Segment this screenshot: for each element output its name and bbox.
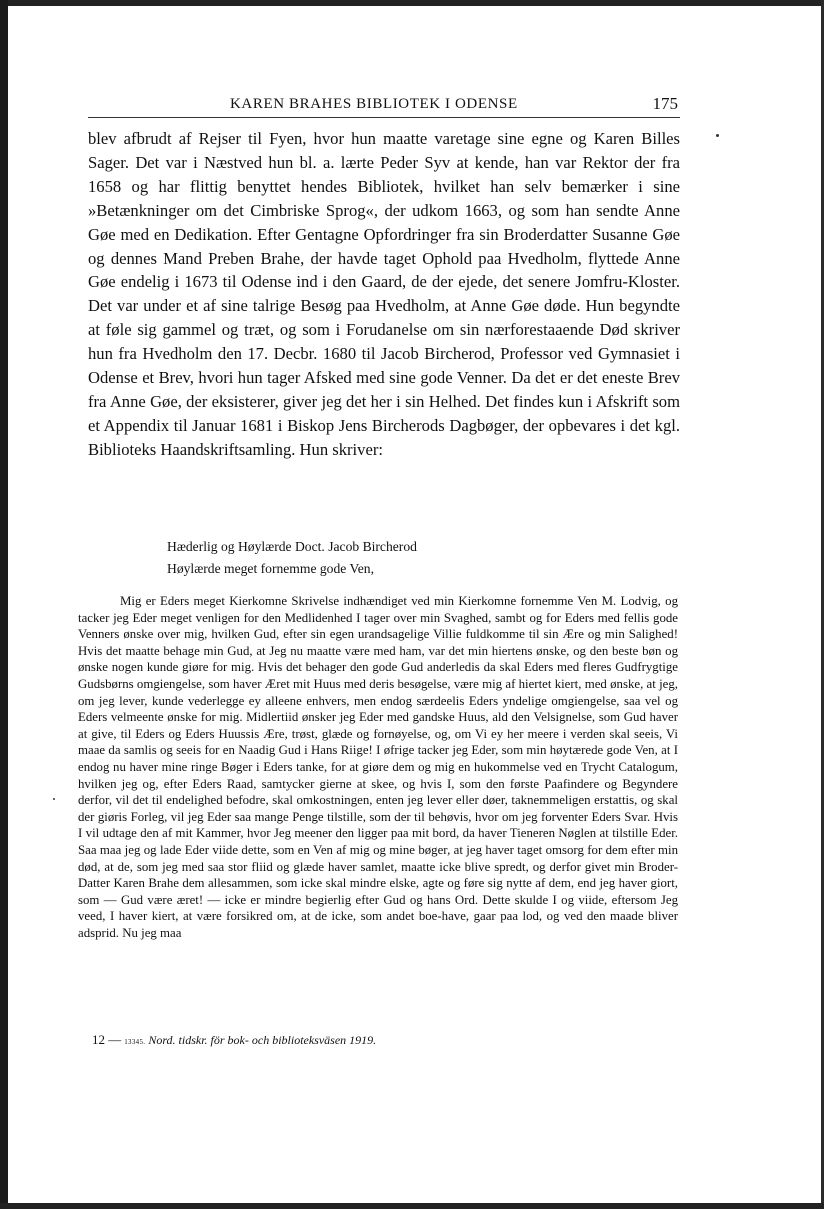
scan-edge-top <box>0 0 824 6</box>
scan-speck <box>53 798 55 800</box>
letter-salutation-1: Hæderlig og Høylærde Doct. Jacob Bircherod <box>167 539 417 554</box>
main-paragraph: blev afbrudt af Rejser til Fyen, hvor hun maatte varetage sine egne og Karen Billes Sager. Det var i Næstved hun bl. a. lærte Peder Syv at kende, han var Rektor der fra 1658 og har flittig benyttet hendes Bibliotek, hvilket han selv bemærker i sine »Betænkninger om det Cimbriske Sprog«, der udkom 1663, og som han sendte Anne Gøe med en Dedikation. Efter Gentagne Opfordringer fra sin Broderdatter Susanne Gøe og dennes Mand Preben Brahe, der havde taget Ophold paa Hvedholm, flyttede Anne Gøe endelig i 1673 til Odense ind i den Gaard, de der ejede, det senere Jomfru-Kloster. Det var under et af sine talrige Besøg paa Hvedholm, at Anne Gøe døde. Hun begyndte at føle sig gammel og træt, og som i Forudanelse om sin nærforestaaende Død skriver hun fra Hvedholm den 17. Decbr. 1680 til Jacob Bircherod, Professor ved Gymnasiet i Odense et Brev, hvori hun tager Afsked med sine gode Venner. Da det er det eneste Brev fra Anne Gøe, der eksisterer, giver jeg det her i sin Helhed. Det findes kun i Afskrift som et Appendix til Januar 1681 i Biskop Jens Bircherods Dagbøger, der opbevares i det kgl. Biblioteks Haandskriftsamling. Hun skriver: <box>88 129 680 459</box>
page-number: 175 <box>652 94 678 113</box>
scan-speck <box>716 134 719 137</box>
scan-edge-bottom <box>0 1203 824 1209</box>
letter-body: Mig er Eders meget Kierkomne Skrivelse indhændiget ved min Kierkomne fornemme Ven M. Lodvig, og tacker jeg Eder meget venligen for den Medlidenhed I tager over min Svaghed, sambt og for Eders med fellis gode Venners ønske over mig, hvilken Gud, efter sin egen urandsagelige Villie fuldkomme til sin Ære og min Salighed! Hvis det maatte behage min Gud, at Jeg nu maatte være med ham, var det min hiertens ønske, og den beste bøn og ønske nogen kunde giøre for mig. Hvis det behager den gode Gud anderledis da skal Eders med fleres Gudfrygtige Gudsbørns omgiengelse, som haver Æret mit Huus med deris besøgelse, være mig af hiertet kiert, med ønske, at jeg, om jeg lever, kunde vederlegge ey alleene enhvers, men endog særdeelis Eders yndelige omgiengelse, saa vel og Eders velmeente ønske for mig. Midlertiid ønsker jeg Eder med gandske Huus, ald den Velsignelse, som Gud haver at give, til Eders og Eders Huussis Ære, trøst, glæde og fornøyelse, og, om Vi ey her meere i verden skal seeis, Vi maae da samlis og seeis for en Naadig Gud i Hans Riige! I øfrige tacker jeg Eder, som min høytærede gode Ven, at I endog nu haver mine ringe Bøger i Eders tanke, for at giøre dem og mig en hukommelse ved en Trycht Catalogum, hvilken jeg og, efter Eders Raad, samtycker gierne at skee, og hvis I, som den første Paafindere og Begyndere derfor, vil det til endelighed befodre, skal omkostningen, enten jeg lever eller døer, taknemmeligen erstattis, og skal der giøris Forleg, vil jeg Eder saa mange Penge tilstille, som der til behøvis, hvor om jeg forventer Eders Svar. Hvis I vil udtage den af mit Kammer, hvor Jeg meener den ligger paa mit bord, da haver Tieneren Nøglen at tilstille Eder. Saa maa jeg og lade Eder viide dette, som en Ven af mig og mine bøger, at jeg haver taget omsorg for dem efter min død, at de, som jeg med saa stor fliid og glæde haver samlet, maatte icke blive spredt, og derfor givet min Broder-Datter Karen Brahe dem allesammen, som icke skal mindre elske, agte og føre sig nytte af dem, end jeg haver giort, som — Gud være æret! — icke er mindre begierlig efter Gud og hans Ord. Dette skulde I og viide, eftersom Jeg veed, I haver kiert, at være forsikred om, at de icke, som andet boe-have, gaar paa lod, og ved den maade bliver adsprid. Nu jeg maa <box>78 594 678 940</box>
scan-edge-left <box>0 0 8 1209</box>
header-rule <box>88 117 680 118</box>
quoted-letter <box>78 536 678 941</box>
letter-salutation-2: Høylærde meget fornemme gode Ven, <box>167 561 374 576</box>
main-paragraph-block <box>88 127 680 462</box>
sheet-number: 12 — <box>92 1032 122 1047</box>
print-code: 13345. <box>124 1038 146 1046</box>
page-footer <box>92 1032 376 1048</box>
journal-signature: Nord. tidskr. för bok- och biblioteksväsen 1919. <box>148 1033 377 1047</box>
running-title: KAREN BRAHES BIBLIOTEK I ODENSE <box>230 96 518 112</box>
